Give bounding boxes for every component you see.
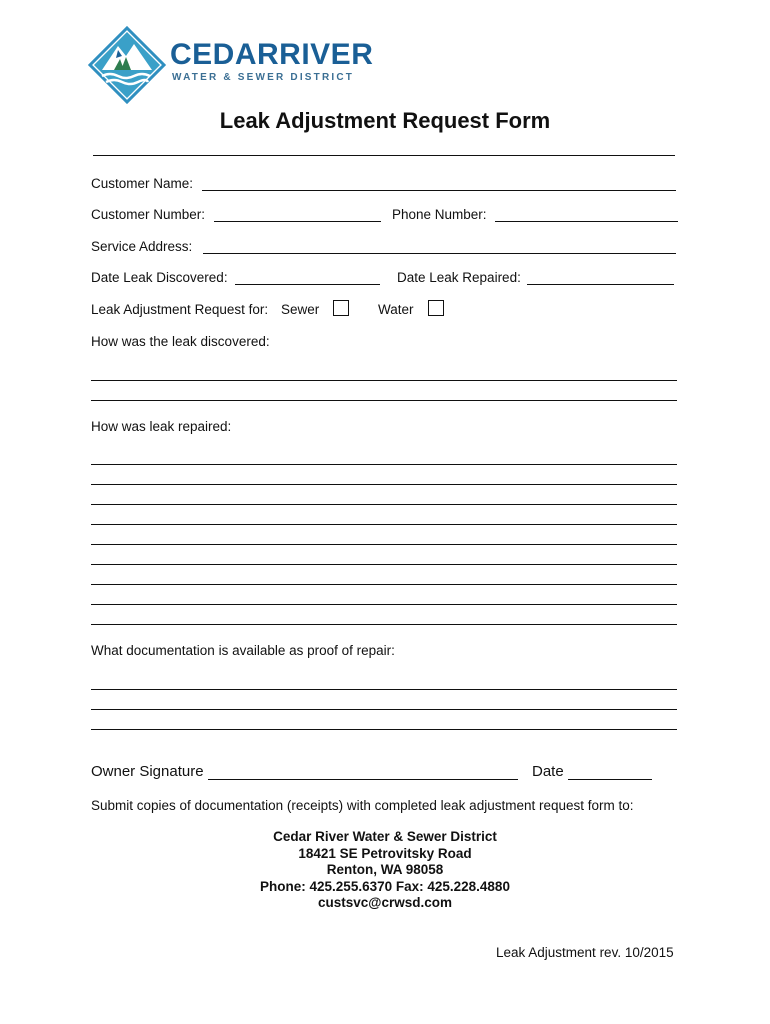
answer-line[interactable] bbox=[91, 624, 677, 625]
logo-subtitle: WATER & SEWER DISTRICT bbox=[172, 72, 355, 83]
question-discovered: How was the leak discovered: bbox=[91, 334, 270, 349]
address-city: Renton, WA 98058 bbox=[326, 862, 444, 877]
customer-number-field[interactable] bbox=[214, 207, 381, 222]
question-repaired: How was leak repaired: bbox=[91, 419, 232, 434]
signature-date-label: Date bbox=[532, 763, 564, 780]
title-rule bbox=[93, 155, 675, 156]
answer-line[interactable] bbox=[91, 709, 677, 710]
answer-line[interactable] bbox=[91, 729, 677, 730]
phone-number-field[interactable] bbox=[495, 207, 678, 222]
answer-line[interactable] bbox=[91, 524, 677, 525]
answer-line[interactable] bbox=[91, 584, 677, 585]
answer-line[interactable] bbox=[91, 604, 677, 605]
answer-line[interactable] bbox=[91, 564, 677, 565]
service-address-field[interactable] bbox=[203, 239, 676, 254]
customer-number-label: Customer Number: bbox=[91, 207, 206, 222]
answer-line[interactable] bbox=[91, 464, 677, 465]
answer-line[interactable] bbox=[91, 504, 677, 505]
customer-name-field[interactable] bbox=[202, 176, 676, 191]
date-repaired-field[interactable] bbox=[527, 270, 674, 285]
answer-line[interactable] bbox=[91, 400, 677, 401]
page-title: Leak Adjustment Request Form bbox=[219, 108, 551, 133]
water-label: Water bbox=[378, 302, 414, 317]
answer-line[interactable] bbox=[91, 380, 677, 381]
service-address-label: Service Address: bbox=[91, 239, 193, 254]
address-street: 18421 SE Petrovitsky Road bbox=[298, 846, 472, 861]
phone-number-label: Phone Number: bbox=[392, 207, 487, 222]
revision-footer: Leak Adjustment rev. 10/2015 bbox=[496, 945, 674, 960]
logo-wordmark: CEDARRIVER bbox=[170, 38, 374, 71]
date-repaired-label: Date Leak Repaired: bbox=[397, 270, 521, 285]
address-org: Cedar River Water & Sewer District bbox=[273, 829, 497, 844]
customer-name-label: Customer Name: bbox=[91, 176, 194, 191]
request-for-label: Leak Adjustment Request for: bbox=[91, 302, 269, 317]
sewer-label: Sewer bbox=[281, 302, 320, 317]
owner-signature-field[interactable] bbox=[208, 764, 518, 780]
answer-line[interactable] bbox=[91, 484, 677, 485]
water-checkbox[interactable] bbox=[428, 300, 444, 316]
answer-line[interactable] bbox=[91, 689, 677, 690]
date-discovered-field[interactable] bbox=[235, 270, 380, 285]
address-email: custsvc@crwsd.com bbox=[318, 895, 452, 910]
submit-instructions: Submit copies of documentation (receipts) with completed leak adjustment request form to: bbox=[91, 798, 634, 813]
signature-date-field[interactable] bbox=[568, 764, 652, 780]
answer-line[interactable] bbox=[91, 544, 677, 545]
date-discovered-label: Date Leak Discovered: bbox=[91, 270, 228, 285]
cedar-river-logo-mark bbox=[88, 26, 166, 104]
address-phones: Phone: 425.255.6370 Fax: 425.228.4880 bbox=[260, 879, 510, 894]
question-documentation: What documentation is available as proof of repair: bbox=[91, 643, 395, 658]
sewer-checkbox[interactable] bbox=[333, 300, 349, 316]
owner-signature-label: Owner Signature bbox=[91, 763, 204, 780]
